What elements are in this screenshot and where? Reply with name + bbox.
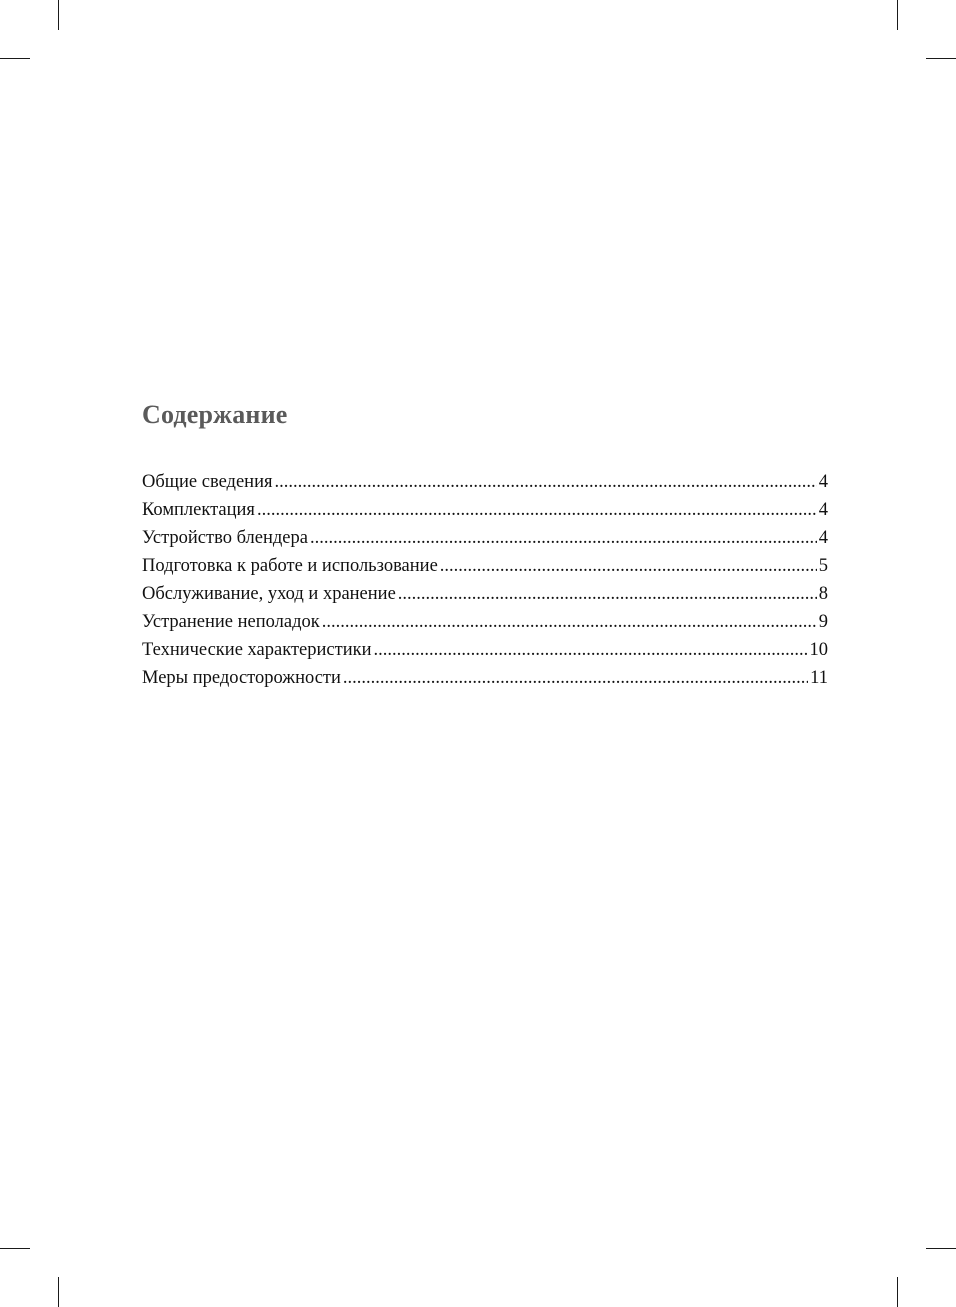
- toc-entry[interactable]: [142, 496, 828, 524]
- toc-entry[interactable]: [142, 608, 828, 636]
- crop-mark-top-left-horizontal: [0, 58, 30, 59]
- toc-entry-page: 10: [809, 640, 828, 660]
- toc-dot-leader: [257, 496, 817, 524]
- toc-dot-leader: [310, 524, 817, 552]
- toc-entry-label: Комплектация: [142, 500, 255, 520]
- toc-entry[interactable]: [142, 524, 828, 552]
- toc-entry-page: 4: [818, 472, 828, 492]
- toc-entry[interactable]: [142, 636, 828, 664]
- crop-mark-top-right-vertical: [897, 0, 898, 30]
- crop-mark-bottom-right-vertical: [897, 1277, 898, 1307]
- toc-dot-leader: [440, 552, 817, 580]
- crop-mark-top-left-vertical: [58, 0, 59, 30]
- toc-list: [142, 468, 828, 692]
- toc-entry-page: 8: [818, 584, 828, 604]
- toc-entry-label: Меры предосторожности: [142, 668, 341, 688]
- toc-dot-leader: [322, 608, 817, 636]
- toc-entry-page: 4: [818, 528, 828, 548]
- toc-entry-label: Подготовка к работе и использование: [142, 556, 438, 576]
- toc-entry-label: Общие сведения: [142, 472, 273, 492]
- toc-entry[interactable]: [142, 664, 828, 692]
- crop-mark-bottom-right-horizontal: [926, 1248, 956, 1249]
- toc-entry[interactable]: [142, 468, 828, 496]
- toc-entry[interactable]: [142, 552, 828, 580]
- crop-mark-top-right-horizontal: [926, 58, 956, 59]
- toc-entry-label: Технические характеристики: [142, 640, 372, 660]
- toc-dot-leader: [398, 580, 817, 608]
- toc-dot-leader: [373, 636, 807, 664]
- crop-mark-bottom-left-vertical: [58, 1277, 59, 1307]
- toc-entry-page: 5: [818, 556, 828, 576]
- toc-entry-label: Устройство блендера: [142, 528, 308, 548]
- toc-entry[interactable]: [142, 580, 828, 608]
- toc-entry-page: 9: [818, 612, 828, 632]
- crop-mark-bottom-left-horizontal: [0, 1248, 30, 1249]
- toc-entry-label: Обслуживание, уход и хранение: [142, 584, 396, 604]
- toc-dot-leader: [275, 468, 817, 496]
- toc-entry-page: 4: [818, 500, 828, 520]
- toc-title: Содержание: [142, 400, 288, 429]
- toc-entry-page: 11: [810, 668, 828, 688]
- toc-entry-label: Устранение неполадок: [142, 612, 320, 632]
- table-of-contents: [142, 398, 828, 692]
- toc-dot-leader: [343, 664, 808, 692]
